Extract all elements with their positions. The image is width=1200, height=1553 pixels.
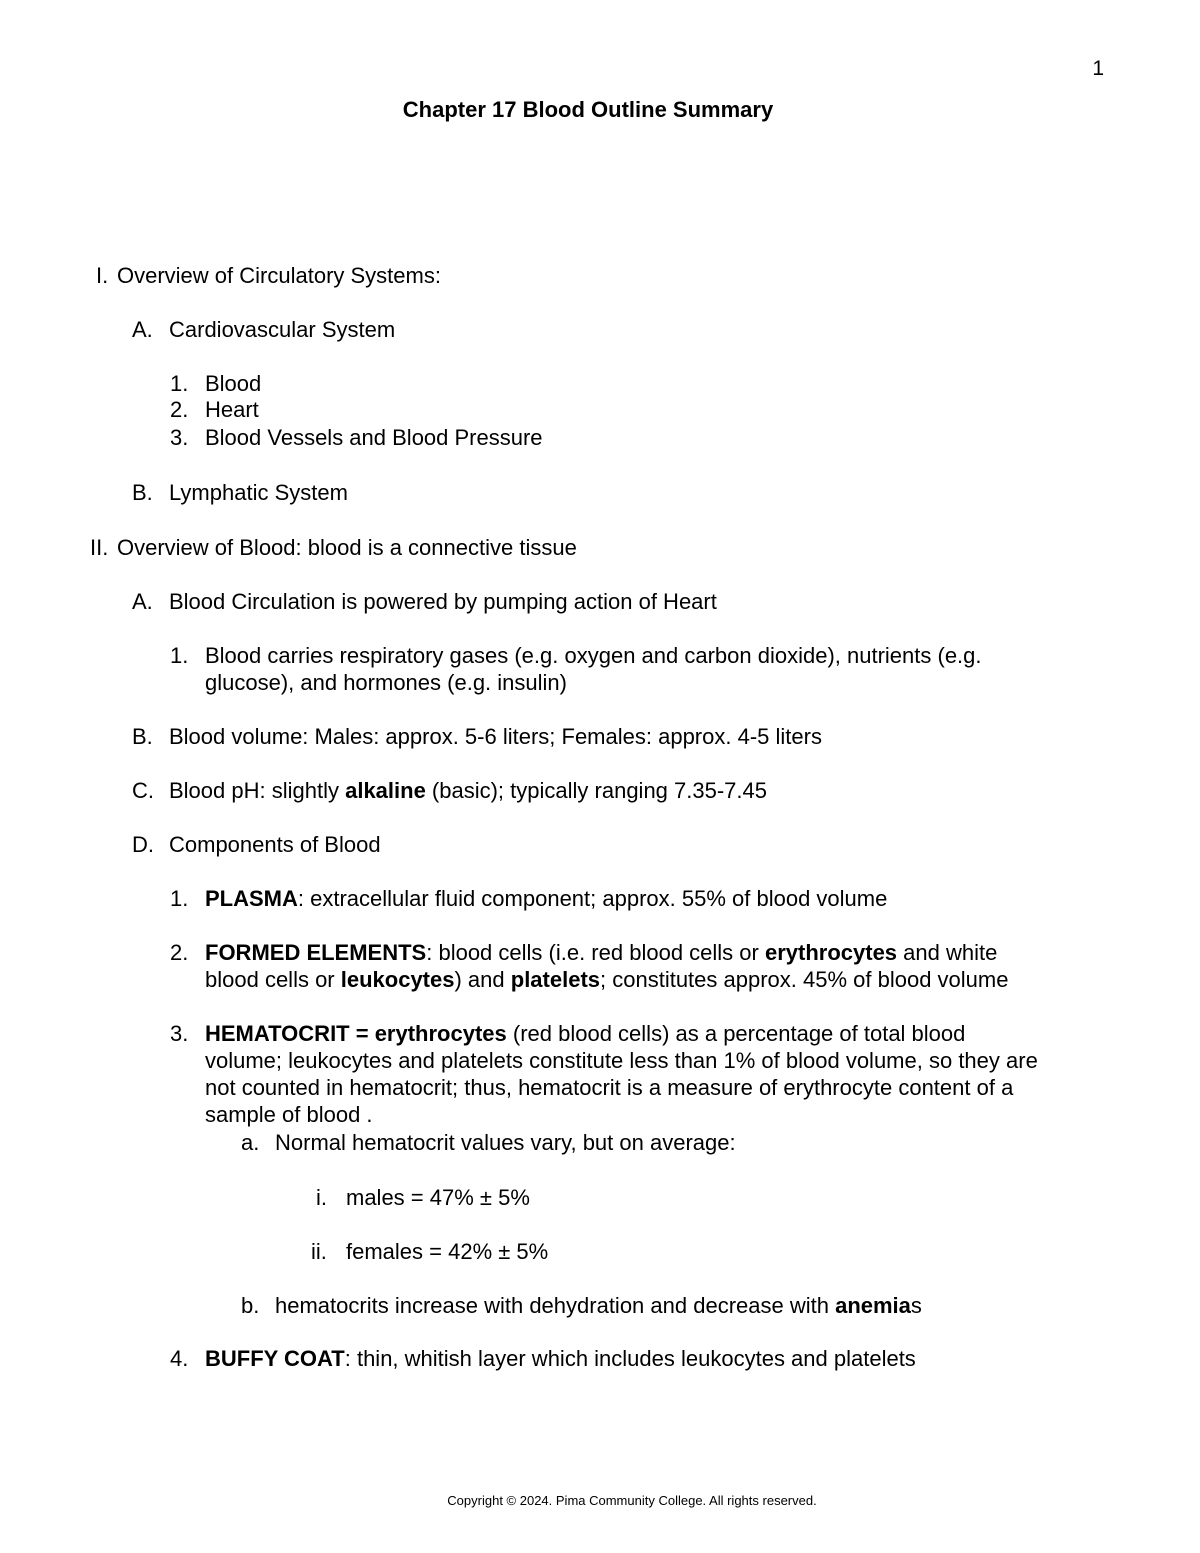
formed-elements-desc-5: ; constitutes approx. 45% of blood volume	[600, 967, 1009, 992]
sec2-D3-label: 3.	[170, 1021, 189, 1046]
sec2-D3-line4: sample of blood .	[205, 1102, 373, 1127]
formed-elements-term: FORMED ELEMENTS	[205, 940, 427, 965]
sec2-D4-label: 4.	[170, 1346, 189, 1371]
sec2-D3a-label: a.	[241, 1130, 260, 1155]
sec2-D2-label: 2.	[170, 940, 189, 965]
sec2-D1-label: 1.	[170, 886, 189, 911]
sec2-C-label: C.	[132, 778, 154, 803]
sec1-A1-text: Blood	[205, 371, 262, 396]
sec2-D3b-text	[275, 1292, 922, 1320]
males-hematocrit: males = 47% ± 5%	[346, 1185, 530, 1210]
sec2-D3a-text: Normal hematocrit values vary, but on average:	[275, 1130, 736, 1155]
sec2-C-bold: alkaline	[345, 778, 426, 803]
leukocytes-term: leukocytes	[340, 967, 455, 992]
sec1-A3-label: 3.	[170, 425, 189, 450]
buffy-coat-term: BUFFY COAT	[205, 1346, 345, 1371]
sec2-D3-line3: not counted in hematocrit; thus, hematocrit is a measure of erythrocyte content of a	[205, 1075, 1014, 1100]
formed-elements-desc-1: : blood cells (i.e. red blood cells or	[426, 940, 765, 965]
sec2-D3-ii-label: ii.	[311, 1239, 327, 1264]
sec1-A1-label: 1.	[170, 371, 189, 396]
sec2-C-post: (basic); typically ranging 7.35-7.45	[425, 778, 767, 803]
sec1-A-label: A.	[132, 317, 153, 342]
sec2-heading: Overview of Blood: blood is a connective tissue	[117, 535, 577, 560]
sec2-D2-line1	[205, 939, 997, 967]
sec1-B-text: Lymphatic System	[169, 480, 348, 505]
formed-elements-desc-3: blood cells or	[205, 967, 341, 992]
sec2-D3-i-label: i.	[316, 1185, 327, 1210]
sec1-A-text: Cardiovascular System	[169, 317, 396, 342]
sec1-heading: Overview of Circulatory Systems:	[117, 263, 441, 288]
anemia-term: anemia	[835, 1293, 911, 1318]
sec2-D-text: Components of Blood	[169, 832, 381, 857]
sec2-A1-line1: Blood carries respiratory gases (e.g. oxygen and carbon dioxide), nutrients (e.g.	[205, 643, 982, 668]
sec2-C-text	[169, 777, 767, 805]
sec2-A-label: A.	[132, 589, 153, 614]
females-hematocrit: females = 42% ± 5%	[346, 1239, 549, 1264]
copyright-footer: Copyright © 2024. Pima Community College. All rights reserved.	[447, 1493, 817, 1508]
sec2-D3-line2: volume; leukocytes and platelets constitute less than 1% of blood volume, so they are	[205, 1048, 1038, 1073]
hematocrit-change-desc: hematocrits increase with dehydration and decrease with	[275, 1293, 836, 1318]
sec2-D4-text	[205, 1345, 916, 1373]
plasma-term: PLASMA	[205, 886, 298, 911]
sec2-D1-text	[205, 885, 887, 913]
sec2-label: II.	[90, 535, 109, 560]
sec2-B-text: Blood volume: Males: approx. 5-6 liters; Females: approx. 4-5 liters	[169, 724, 822, 749]
sec1-A2-text: Heart	[205, 397, 259, 422]
plasma-desc: : extracellular fluid component; approx. 55% of blood volume	[297, 886, 888, 911]
sec2-A-text: Blood Circulation is powered by pumping action of Heart	[169, 589, 717, 614]
sec2-D3b-label: b.	[241, 1293, 260, 1318]
platelets-term: platelets	[510, 967, 601, 992]
sec1-A2-label: 2.	[170, 397, 189, 422]
sec1-A3-text: Blood Vessels and Blood Pressure	[205, 425, 543, 450]
anemia-suffix: s	[910, 1293, 922, 1318]
sec1-B-label: B.	[132, 480, 153, 505]
sec1-label: I.	[96, 263, 109, 288]
hematocrit-term: HEMATOCRIT = erythrocytes	[205, 1021, 507, 1046]
sec2-D3-line1	[205, 1020, 965, 1048]
hematocrit-desc-1: (red blood cells) as a percentage of total blood	[506, 1021, 966, 1046]
formed-elements-desc-4: ) and	[454, 967, 511, 992]
buffy-coat-desc: : thin, whitish layer which includes leukocytes and platelets	[344, 1346, 916, 1371]
document-title: Chapter 17 Blood Outline Summary	[402, 97, 774, 122]
page-number: 1	[1092, 57, 1104, 80]
formed-elements-desc-2: and white	[897, 940, 998, 965]
sec2-D2-line2	[205, 966, 1008, 994]
sec2-A1-line2: glucose), and hormones (e.g. insulin)	[205, 670, 567, 695]
sec2-A1-label: 1.	[170, 643, 189, 668]
erythrocytes-term: erythrocytes	[764, 940, 898, 965]
sec2-D-label: D.	[132, 832, 154, 857]
sec2-C-pre: Blood pH: slightly	[169, 778, 346, 803]
sec2-B-label: B.	[132, 724, 153, 749]
